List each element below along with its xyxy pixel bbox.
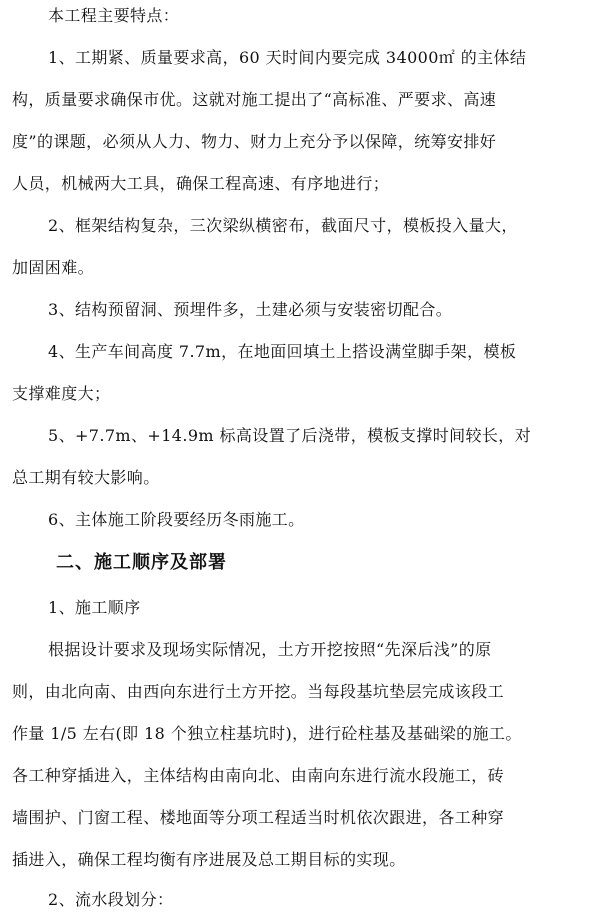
feature-4-line-1: 4、生产车间高度 7.7m，在地面回填土上搭设满堂脚手架，模板 — [48, 342, 517, 361]
subsection-1-line-6: 插进入，确保工程均衡有序进展及总工期目标的实现。 — [12, 850, 406, 869]
subsection-1-title: 1、施工顺序 — [48, 598, 141, 617]
intro-text: 本工程主要特点： — [48, 6, 180, 25]
feature-1-line-2: 构，质量要求确保市优。这就对施工提出了“高标准、严要求、高速 — [12, 90, 497, 109]
feature-1-line-1: 1、工期紧、质量要求高，60 天时间内要完成 34000㎡ 的主体结 — [48, 48, 527, 67]
subsection-1-line-5: 墙围护、门窗工程、楼地面等分项工程适当时机依次跟进，各工种穿 — [12, 808, 505, 827]
feature-3-line-1: 3、结构预留洞、预埋件多，土建必须与安装密切配合。 — [48, 300, 453, 319]
subsection-1-line-2: 则，由北向南、由西向东进行土方开挖。当每段基坑垫层完成该段工 — [12, 682, 505, 701]
feature-5-line-2: 总工期有较大影响。 — [12, 468, 160, 487]
subsection-1-line-1: 根据设计要求及现场实际情况，土方开挖按照“先深后浅”的原 — [48, 640, 492, 659]
feature-2-line-2: 加固困难。 — [12, 258, 95, 277]
subsection-1-line-4: 各工种穿插进入，主体结构由南向北、由南向东进行流水段施工，砖 — [12, 766, 505, 785]
feature-1-line-3: 度”的课题，必须从人力、物力、财力上充分予以保障，统筹安排好 — [12, 132, 497, 151]
subsection-1-line-3: 作量 1/5 左右(即 18 个独立柱基坑时)，进行砼柱基及基础梁的施工。 — [12, 724, 522, 743]
feature-2-line-1: 2、框架结构复杂，三次梁纵横密布，截面尺寸，模板投入量大， — [48, 216, 518, 235]
feature-4-line-2: 支撑难度大； — [12, 384, 111, 403]
feature-1-line-4: 人员，机械两大工具，确保工程高速、有序地进行； — [12, 174, 390, 193]
section-heading: 二、施工顺序及部署 — [56, 552, 227, 573]
feature-5-line-1: 5、+7.7m、+14.9m 标高设置了后浇带，模板支撑时间较长，对 — [48, 426, 532, 445]
feature-6-line-1: 6、主体施工阶段要经历冬雨施工。 — [48, 510, 305, 529]
subsection-2-title: 2、流水段划分： — [48, 890, 174, 909]
